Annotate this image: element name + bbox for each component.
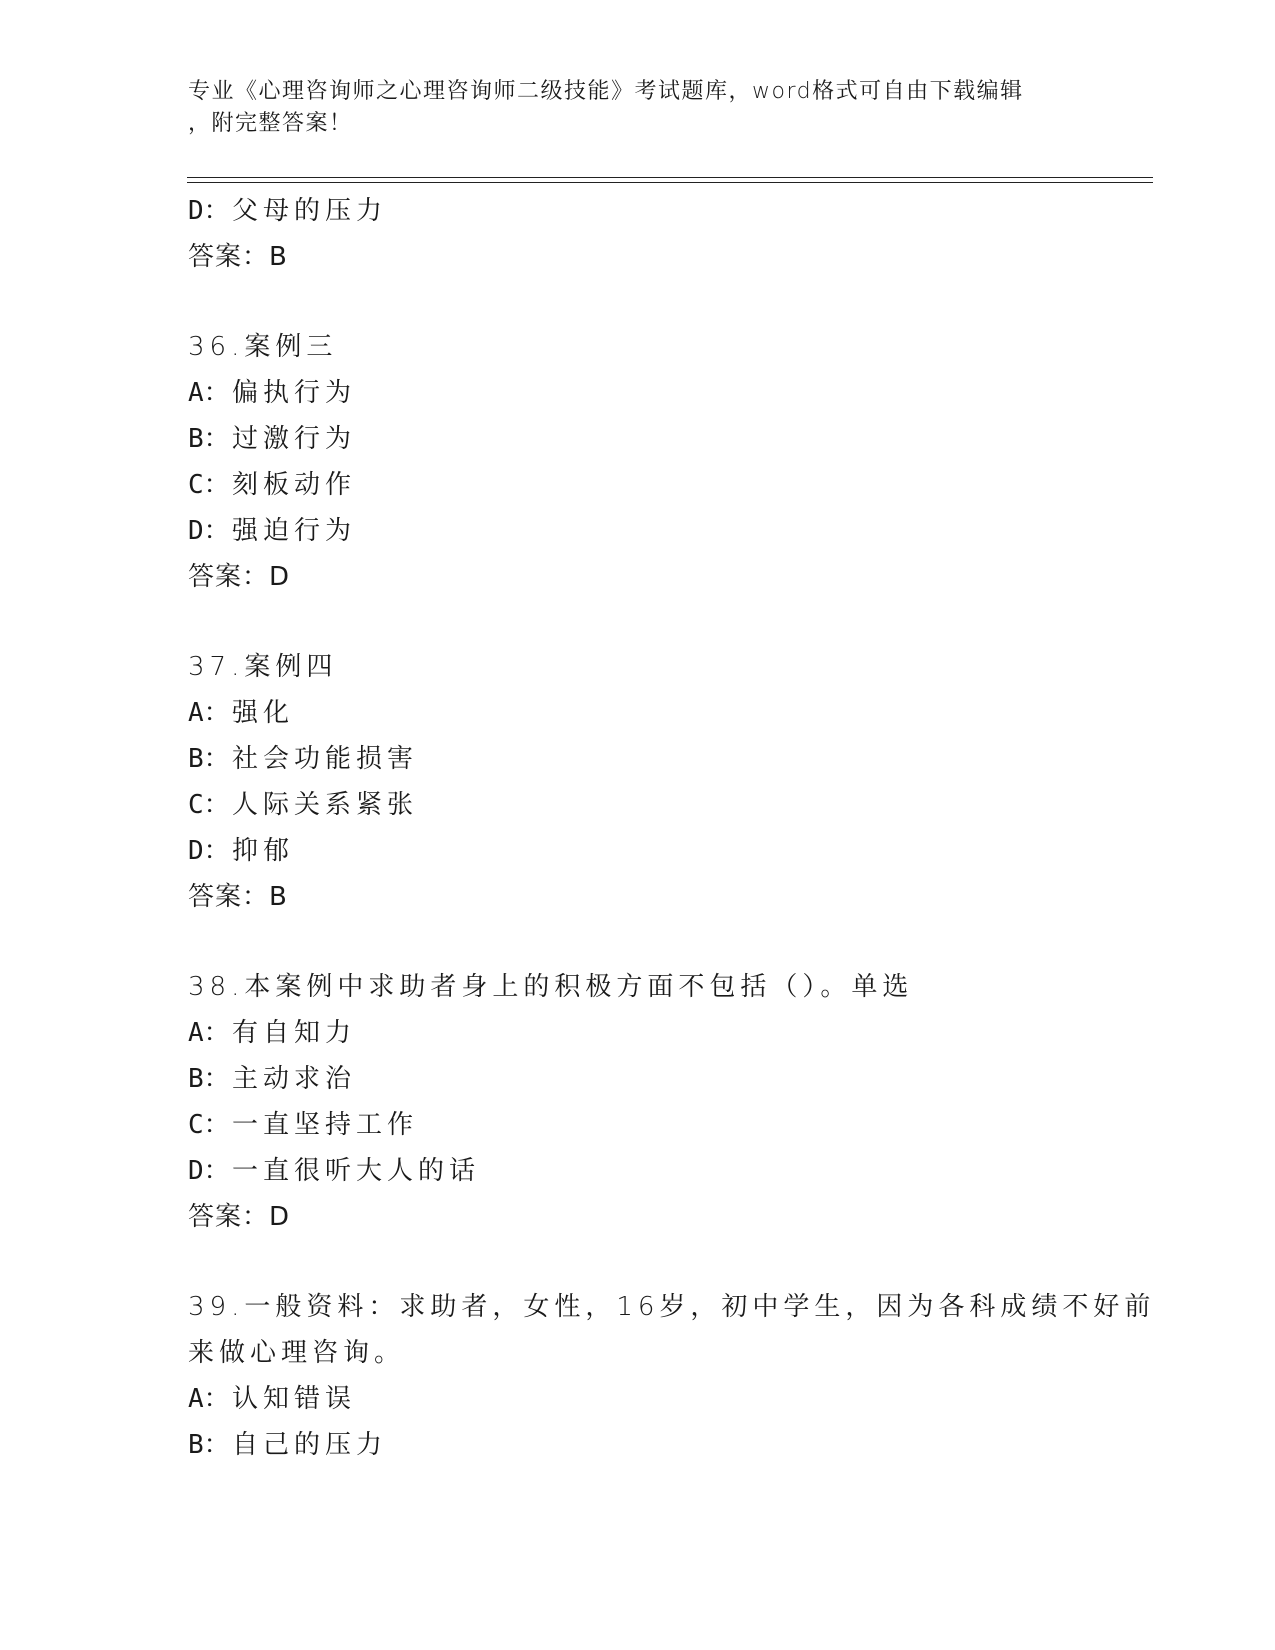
- option-text: 主动求治: [232, 1064, 357, 1094]
- option-line: [188, 1422, 1088, 1468]
- option-text: 人际关系紧张: [232, 790, 419, 820]
- option-text: 有自知力: [232, 1018, 357, 1048]
- option-letter: A：: [188, 1018, 230, 1048]
- answer-line: 答案：D: [188, 562, 291, 592]
- option-line: [188, 1010, 1088, 1056]
- option-line: [188, 508, 1088, 554]
- option-text: 强迫行为: [232, 516, 357, 546]
- option-letter: D：: [188, 836, 230, 866]
- answer-line: 答案：B: [188, 242, 288, 272]
- option-letter: A：: [188, 378, 230, 408]
- option-line: [188, 188, 1088, 234]
- option-line: [188, 462, 1088, 508]
- option-letter: A：: [188, 698, 230, 728]
- option-letter: A：: [188, 1384, 230, 1414]
- question-stem: 37.案例四: [188, 652, 338, 682]
- option-letter: D：: [188, 196, 230, 226]
- header-line-2: ，附完整答案！: [188, 111, 353, 136]
- header-rule-bottom: [187, 182, 1153, 183]
- option-text: 社会功能损害: [232, 744, 419, 774]
- option-line: [188, 370, 1088, 416]
- option-line: [188, 782, 1088, 828]
- option-line: [188, 690, 1088, 736]
- option-letter: B：: [188, 1064, 230, 1094]
- option-text: 强化: [232, 698, 295, 728]
- option-letter: B：: [188, 744, 230, 774]
- option-letter: C：: [188, 470, 230, 500]
- option-line: [188, 1102, 1088, 1148]
- option-letter: C：: [188, 1110, 230, 1140]
- option-text: 自己的压力: [232, 1430, 388, 1460]
- option-text: 过激行为: [232, 424, 357, 454]
- question-stem: 36.案例三: [188, 332, 338, 362]
- option-text: 一直坚持工作: [232, 1110, 419, 1140]
- option-line: [188, 1056, 1088, 1102]
- header-rule-top: [187, 177, 1153, 178]
- option-letter: B：: [188, 1430, 230, 1460]
- option-text: 认知错误: [232, 1384, 357, 1414]
- header-line-1: 专业《心理咨询师之心理咨询师二级技能》考试题库，word格式可自由下载编辑: [188, 79, 1024, 104]
- option-line: [188, 828, 1088, 874]
- question-stem-line-2: 来做心理咨询。: [188, 1338, 406, 1368]
- option-text: 抑郁: [232, 836, 295, 866]
- answer-line: 答案：B: [188, 882, 288, 912]
- option-text: 偏执行为: [232, 378, 357, 408]
- option-line: [188, 416, 1088, 462]
- option-text: 一直很听大人的话: [232, 1156, 481, 1186]
- option-letter: C：: [188, 790, 230, 820]
- option-line: [188, 1148, 1088, 1194]
- question-stem-line-1: 39.一般资料：求助者，女性，16岁，初中学生，因为各科成绩不好前: [188, 1292, 1156, 1322]
- option-letter: B：: [188, 424, 230, 454]
- question-content: [188, 188, 1156, 1468]
- document-header: [188, 76, 1068, 140]
- option-letter: D：: [188, 1156, 230, 1186]
- option-text: 刻板动作: [232, 470, 357, 500]
- option-line: [188, 736, 1088, 782]
- option-line: [188, 1376, 1088, 1422]
- option-letter: D：: [188, 516, 230, 546]
- question-stem: 38.本案例中求助者身上的积极方面不包括（）。单选: [188, 972, 914, 1002]
- answer-line: 答案：D: [188, 1202, 291, 1232]
- option-text: 父母的压力: [232, 196, 388, 226]
